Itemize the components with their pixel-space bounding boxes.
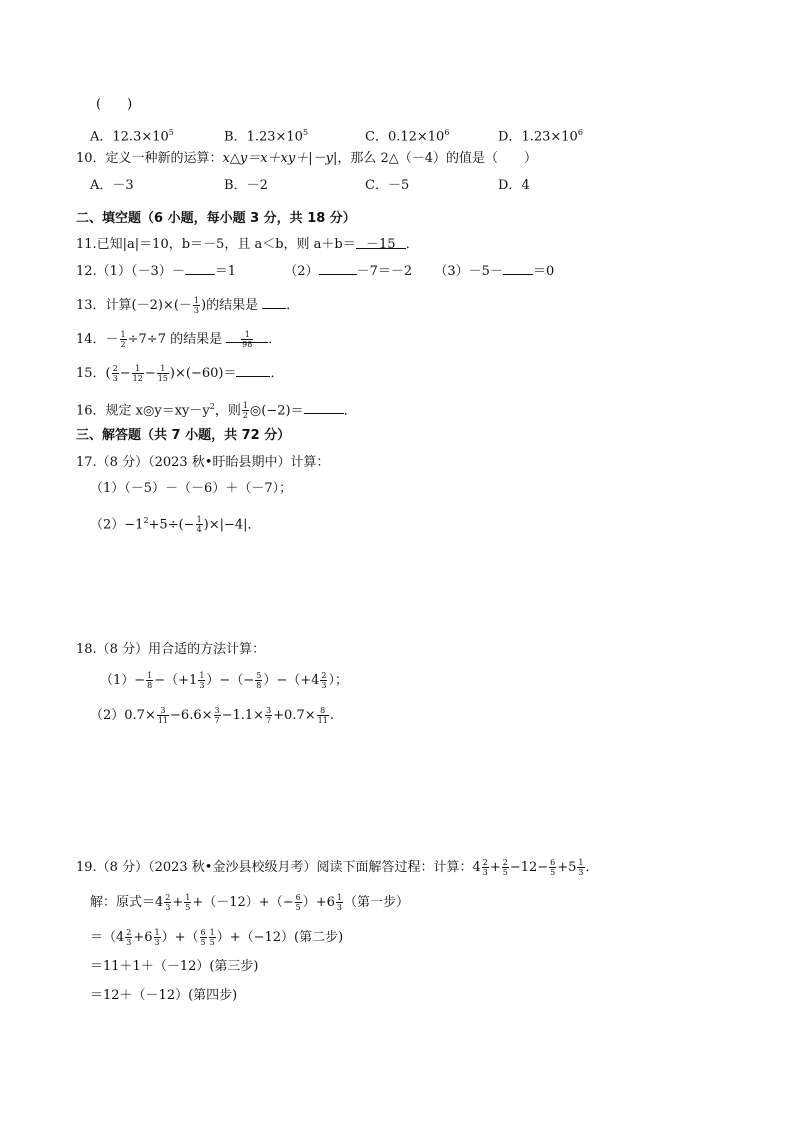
q10-option-c[interactable]: C．－5 [365, 178, 410, 193]
q11: 11.已知|a|＝10，b＝－5，且 a＜b，则 a＋b＝ －15 ． [76, 237, 419, 252]
q10-option-a[interactable]: A．－3 [90, 178, 134, 193]
q10-option-d[interactable]: D．4 [498, 178, 530, 193]
q9-option-b[interactable]: B．$1.23\times 10^5$ [224, 128, 309, 145]
q9-option-c[interactable]: C．$0.12\times 10^6$ [365, 128, 450, 145]
q17-head: 17.（8 分）（2023 秋•盱眙县期中）计算： [76, 455, 330, 470]
q12-blank-3[interactable] [503, 262, 533, 275]
q9-option-a[interactable]: A．$12.3\times 10^5$ [90, 128, 174, 145]
q11-answer-blank[interactable]: －15 [356, 236, 406, 249]
q18-part2: （2）0.7× $\frac{3}{11}$ −6.6× $\frac{3}{7}$ −1.1× $\frac{3}{7}$ +0.7× $\frac{8}{11}$ . [90, 706, 334, 725]
q18-head: 18.（8 分）用合适的方法计算： [76, 642, 266, 657]
q10-options [90, 177, 690, 195]
q14: 14．－ $\frac{1}{2}$ ÷7÷7 的结果是 $\frac{1}{98}$ ． [76, 330, 282, 349]
q13: 13．计算(－2)×(－ $\frac{1}{3}$ )的结果是 ． [76, 296, 300, 315]
q13-blank[interactable] [262, 296, 286, 309]
q18-part1: （1）− $\frac{1}{8}$ −（+1 $\frac{1}{3}$ ）−（− $\frac{5}{8}$ ）−（+4 $\frac{2}{3}$ ）； [100, 671, 348, 690]
q12-blank-1[interactable] [185, 262, 215, 275]
q17-part2: $(2)-1^2+5\div(-$ $\frac{1}{4}$ )×|−4|． [90, 515, 261, 535]
q15: 15．( $\frac{2}{3}$ − $\frac{1}{12}$ − $\frac{1}{15}$ )×(−60)＝ ． [76, 364, 284, 383]
q16: 16．规定 $x◎y=xy-y^2$，则 $\frac{1}{2}$ ◎(−2)＝ ． [76, 401, 357, 421]
q19-step4: ＝12＋（－12）(第四步) [90, 988, 238, 1003]
q15-blank[interactable] [236, 364, 270, 377]
q19-step3: ＝11＋1＋（－12）(第三步) [90, 959, 259, 974]
q19-head: 19.（8 分）（2023 秋•金沙县校级月考）阅读下面解答过程：计算：4 $\frac{2}{3}$ + $\frac{2}{5}$ −12− $\frac{6}{5}$ +5 $\frac{1}{3}$ ． [76, 858, 599, 877]
q9-option-d[interactable]: D．$1.23\times 10^6$ [498, 128, 583, 145]
q10-option-b[interactable]: B．－2 [224, 178, 268, 193]
q10-stem: 10．定义一种新的运算：x△y＝x＋xy＋|－y|，那么 2△（－4）的值是（ ） [76, 151, 538, 166]
q12: 12.（1）（－3）－ ＝1 （2） －7＝－2 （3）－5－ ＝0 [76, 264, 555, 279]
q19-step1: 解：原式＝4 $\frac{2}{3}$ + $\frac{1}{5}$ +（－12）+（− $\frac{6}{5}$ ）+6 $\frac{1}{3}$ （第一步） [90, 893, 409, 912]
q12-blank-2[interactable] [319, 262, 357, 275]
q17-part1: （1）（－5）－（－6）＋（－7）； [90, 481, 293, 496]
q16-blank[interactable] [304, 401, 344, 414]
q9-paren: ( ) [96, 97, 133, 112]
section3-title: 三、解答题（共 7 小题，共 72 分） [76, 428, 291, 443]
q14-answer-blank[interactable]: $\frac{1}{98}$ [226, 330, 268, 343]
q19-step2: ＝（4 $\frac{2}{3}$ +6 $\frac{1}{3}$ ）+（ $\frac{6}{5}$ $\frac{1}{5}$ ）+（−12）(第二步) [90, 928, 344, 947]
section2-title: 二、填空题（6 小题，每小题 3 分，共 18 分） [76, 211, 356, 226]
q9-options [90, 124, 690, 145]
